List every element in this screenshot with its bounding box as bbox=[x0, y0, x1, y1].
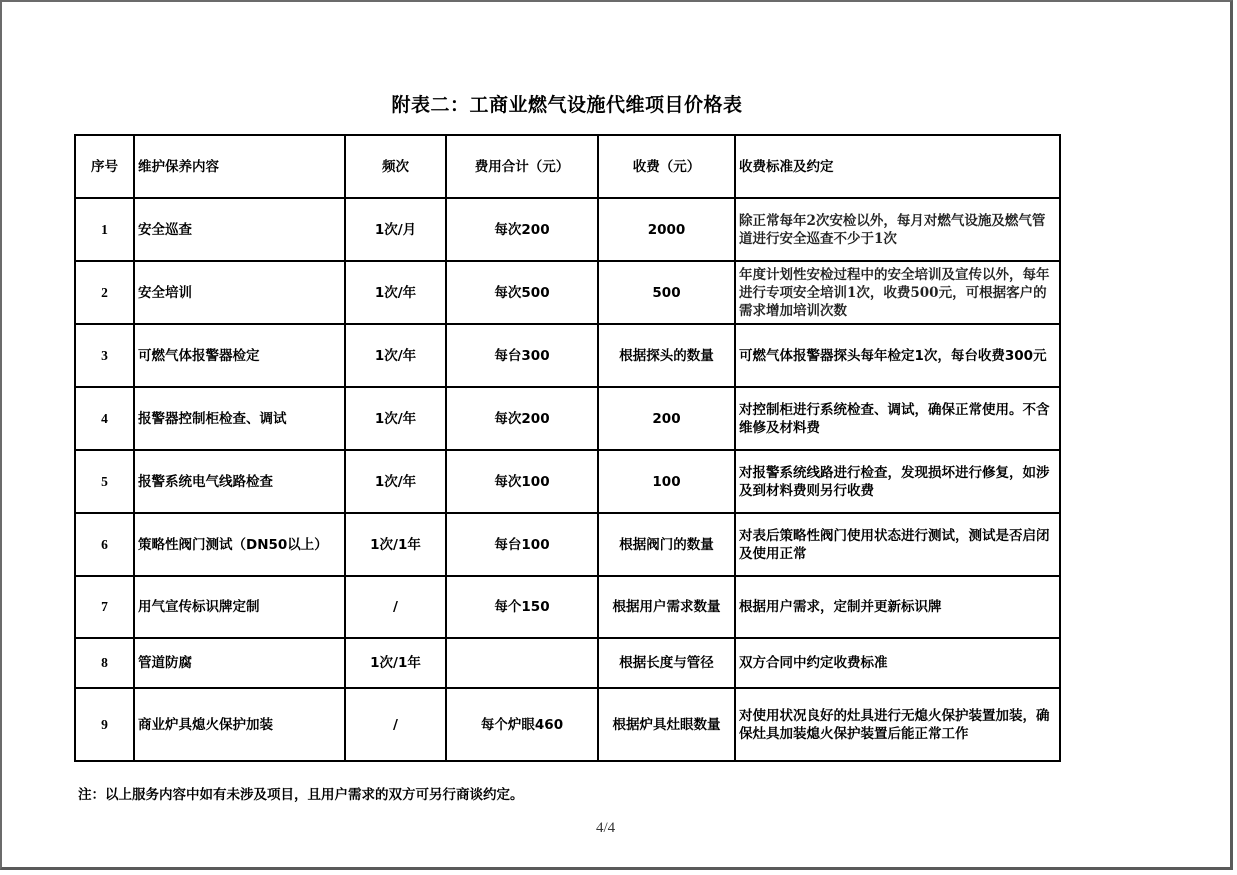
page-number: 4/4 bbox=[596, 820, 616, 836]
row-unit-cost: 每次200 bbox=[446, 387, 598, 450]
table-row bbox=[75, 198, 1060, 261]
row-content: 安全培训 bbox=[134, 261, 345, 324]
row-unit-cost: 每个炉眼460 bbox=[446, 688, 598, 761]
row-frequency: 1次/年 bbox=[345, 324, 446, 387]
row-standard: 双方合同中约定收费标准 bbox=[735, 638, 1060, 688]
row-fee: 500 bbox=[598, 261, 735, 324]
row-unit-cost bbox=[446, 638, 598, 688]
row-frequency: 1次/年 bbox=[345, 450, 446, 513]
row-standard: 年度计划性安检过程中的安全培训及宣传以外，每年进行专项安全培训1次，收费500元，可根据客户的需求增加培训次数 bbox=[735, 261, 1060, 324]
row-standard: 对表后策略性阀门使用状态进行测试，测试是否启闭及使用正常 bbox=[735, 513, 1060, 576]
row-content: 报警系统电气线路检查 bbox=[134, 450, 345, 513]
row-frequency: 1次/年 bbox=[345, 261, 446, 324]
row-index: 8 bbox=[75, 638, 134, 688]
row-standard: 对使用状况良好的灶具进行无熄火保护装置加装，确保灶具加装熄火保护装置后能正常工作 bbox=[735, 688, 1060, 761]
table-row bbox=[75, 387, 1060, 450]
row-unit-cost: 每次200 bbox=[446, 198, 598, 261]
header-content: 维护保养内容 bbox=[134, 135, 345, 198]
row-content: 商业炉具熄火保护加装 bbox=[134, 688, 345, 761]
row-index: 6 bbox=[75, 513, 134, 576]
row-content: 管道防腐 bbox=[134, 638, 345, 688]
row-frequency: 1次/月 bbox=[345, 198, 446, 261]
table-row bbox=[75, 576, 1060, 638]
price-table bbox=[74, 134, 1061, 762]
row-frequency: 1次/1年 bbox=[345, 513, 446, 576]
row-index: 5 bbox=[75, 450, 134, 513]
table-row bbox=[75, 324, 1060, 387]
row-content: 可燃气体报警器检定 bbox=[134, 324, 345, 387]
row-fee: 根据用户需求数量 bbox=[598, 576, 735, 638]
row-content: 用气宣传标识牌定制 bbox=[134, 576, 345, 638]
row-standard: 对控制柜进行系统检查、调试，确保正常使用。不含维修及材料费 bbox=[735, 387, 1060, 450]
row-frequency: / bbox=[345, 576, 446, 638]
row-unit-cost: 每次500 bbox=[446, 261, 598, 324]
row-frequency: / bbox=[345, 688, 446, 761]
row-fee: 100 bbox=[598, 450, 735, 513]
footnote: 注：以上服务内容中如有未涉及项目，且用户需求的双方可另行商谈约定。 bbox=[78, 787, 524, 803]
row-unit-cost: 每台300 bbox=[446, 324, 598, 387]
row-content: 策略性阀门测试（DN50以上） bbox=[134, 513, 345, 576]
row-index: 4 bbox=[75, 387, 134, 450]
row-standard: 可燃气体报警器探头每年检定1次，每台收费300元 bbox=[735, 324, 1060, 387]
row-fee: 根据炉具灶眼数量 bbox=[598, 688, 735, 761]
row-standard: 除正常每年2次安检以外，每月对燃气设施及燃气管道进行安全巡查不少于1次 bbox=[735, 198, 1060, 261]
table-row bbox=[75, 261, 1060, 324]
row-fee: 根据阀门的数量 bbox=[598, 513, 735, 576]
row-content: 报警器控制柜检查、调试 bbox=[134, 387, 345, 450]
header-fee: 收费（元） bbox=[598, 135, 735, 198]
table-row bbox=[75, 638, 1060, 688]
header-standard: 收费标准及约定 bbox=[735, 135, 1060, 198]
row-index: 2 bbox=[75, 261, 134, 324]
row-unit-cost: 每台100 bbox=[446, 513, 598, 576]
row-index: 3 bbox=[75, 324, 134, 387]
row-content: 安全巡查 bbox=[134, 198, 345, 261]
header-frequency: 频次 bbox=[345, 135, 446, 198]
table-header-row bbox=[75, 135, 1060, 198]
row-fee: 2000 bbox=[598, 198, 735, 261]
table-row bbox=[75, 450, 1060, 513]
table-row bbox=[75, 688, 1060, 761]
row-fee: 根据探头的数量 bbox=[598, 324, 735, 387]
row-fee: 200 bbox=[598, 387, 735, 450]
row-frequency: 1次/1年 bbox=[345, 638, 446, 688]
header-index: 序号 bbox=[75, 135, 134, 198]
row-standard: 对报警系统线路进行检查，发现损坏进行修复，如涉及到材料费则另行收费 bbox=[735, 450, 1060, 513]
row-fee: 根据长度与管径 bbox=[598, 638, 735, 688]
document-title: 附表二：工商业燃气设施代维项目价格表 bbox=[391, 94, 743, 116]
row-standard: 根据用户需求，定制并更新标识牌 bbox=[735, 576, 1060, 638]
row-unit-cost: 每次100 bbox=[446, 450, 598, 513]
header-unit-cost: 费用合计（元） bbox=[446, 135, 598, 198]
row-frequency: 1次/年 bbox=[345, 387, 446, 450]
row-index: 1 bbox=[75, 198, 134, 261]
row-unit-cost: 每个150 bbox=[446, 576, 598, 638]
table-row bbox=[75, 513, 1060, 576]
row-index: 7 bbox=[75, 576, 134, 638]
row-index: 9 bbox=[75, 688, 134, 761]
